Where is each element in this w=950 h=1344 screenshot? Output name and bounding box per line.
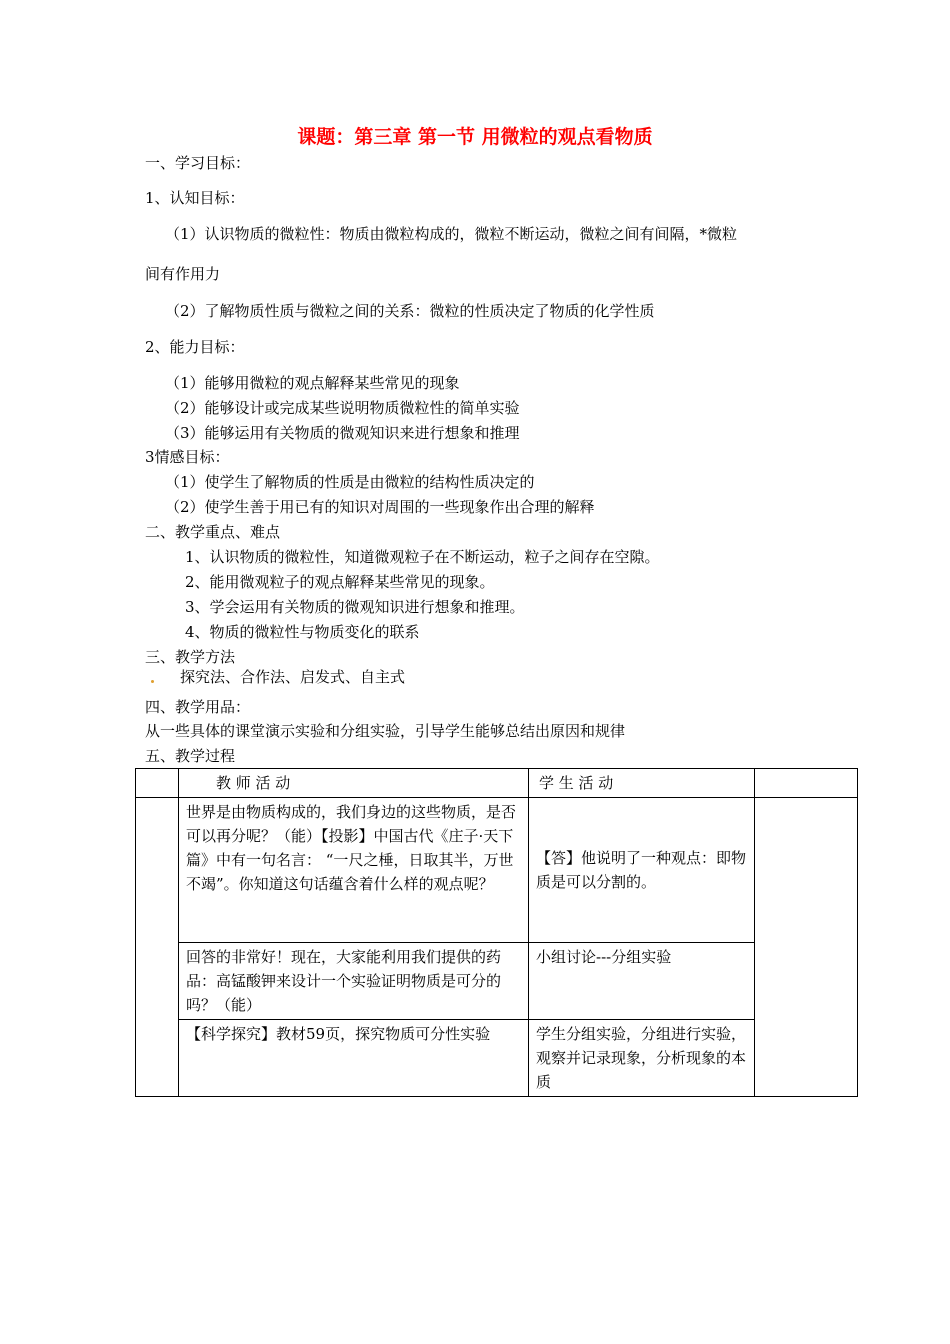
cognitive-goal-heading: 1、认知目标： bbox=[145, 189, 245, 207]
emotion-goal-item-1: （1）使学生了解物质的性质是由微粒的结构性质决定的 bbox=[165, 473, 535, 491]
ability-goal-item-3: （3）能够运用有关物质的微观知识来进行想象和推理 bbox=[165, 424, 520, 442]
cognitive-goal-item-1b: 间有作用力 bbox=[145, 265, 221, 283]
ability-goal-item-1: （1）能够用微粒的观点解释某些常见的现象 bbox=[165, 374, 460, 392]
ability-goal-heading: 2、能力目标： bbox=[145, 338, 245, 356]
emotion-goal-item-2: （2）使学生善于用已有的知识对周围的一些现象作出合理的解释 bbox=[165, 498, 595, 516]
cognitive-goal-item-2: （2）了解物质性质与微粒之间的关系：微粒的性质决定了物质的化学性质 bbox=[165, 302, 655, 320]
teacher-activity-cell: 世界是由物质构成的，我们身边的这些物质，是否可以再分呢？（能）【投影】中国古代《庄子·天下篇》中有一句名言： “一尺之棰，日取其半，万世不竭”。你知道这句话蕴含着什么样的观点呢？ bbox=[179, 798, 529, 943]
bullet-dot bbox=[151, 680, 154, 683]
key-point-4: 4、物质的微粒性与物质变化的联系 bbox=[185, 623, 420, 641]
student-activity-cell: 学生分组实验，分组进行实验，观察并记录现象，分析现象的本质 bbox=[529, 1020, 755, 1097]
section1-heading: 一、学习目标： bbox=[145, 154, 251, 172]
key-point-1: 1、认识物质的微粒性，知道微观粒子在不断运动，粒子之间存在空隙。 bbox=[185, 548, 660, 566]
table-cell bbox=[755, 769, 858, 798]
key-point-3: 3、学会运用有关物质的微观知识进行想象和推理。 bbox=[185, 598, 525, 616]
table-cell bbox=[755, 798, 858, 1097]
table-row bbox=[136, 798, 858, 943]
table-row bbox=[136, 1020, 858, 1097]
teaching-materials: 从一些具体的课堂演示实验和分组实验，引导学生能够总结出原因和规律 bbox=[145, 722, 626, 740]
section4-heading: 四、教学用品： bbox=[145, 698, 251, 716]
teaching-process-table bbox=[135, 768, 858, 1097]
student-activity-cell: 小组讨论---分组实验 bbox=[529, 943, 755, 1020]
section3-heading: 三、教学方法 bbox=[145, 648, 236, 666]
teacher-activity-cell: 回答的非常好！现在，大家能利用我们提供的药品：高锰酸钾来设计一个实验证明物质是可分的吗？（能） bbox=[179, 943, 529, 1020]
student-activity-header: 学 生 活 动 bbox=[529, 769, 755, 798]
section2-heading: 二、教学重点、难点 bbox=[145, 523, 281, 541]
student-activity-cell: 【答】他说明了一种观点：即物质是可以分割的。 bbox=[529, 798, 755, 943]
teaching-methods: 探究法、合作法、启发式、自主式 bbox=[180, 668, 406, 686]
ability-goal-item-2: （2）能够设计或完成某些说明物质微粒性的简单实验 bbox=[165, 399, 520, 417]
table-cell bbox=[136, 769, 179, 798]
page-title: 课题：第三章 第一节 用微粒的观点看物质 bbox=[297, 126, 653, 148]
table-row bbox=[136, 943, 858, 1020]
teacher-activity-header: 教 师 活 动 bbox=[179, 769, 529, 798]
table-header-row bbox=[136, 769, 858, 798]
section5-heading: 五、教学过程 bbox=[145, 747, 236, 765]
emotion-goal-heading: 3情感目标： bbox=[145, 448, 230, 466]
key-point-2: 2、能用微观粒子的观点解释某些常见的现象。 bbox=[185, 573, 495, 591]
cognitive-goal-item-1a: （1）认识物质的微粒性：物质由微粒构成的，微粒不断运动，微粒之间有间隔，*微粒 bbox=[165, 225, 738, 243]
table-cell bbox=[136, 798, 179, 1097]
teacher-activity-cell: 【科学探究】教材59页，探究物质可分性实验 bbox=[179, 1020, 529, 1097]
